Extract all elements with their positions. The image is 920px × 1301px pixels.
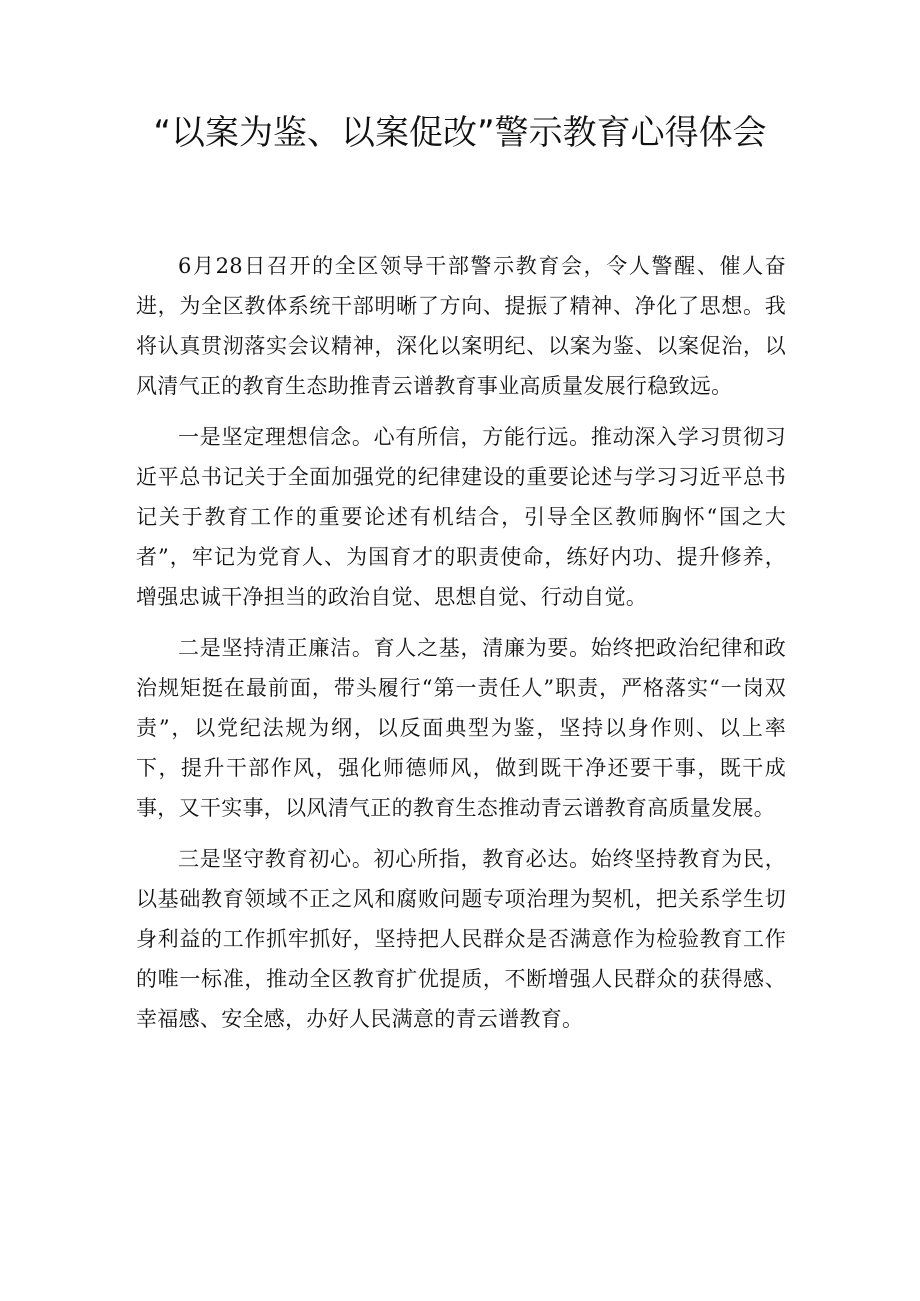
paragraph-ideals: 一是坚定理想信念。心有所信，方能行远。推动深入学习贯彻习近平总书记关于全面加强党的纪律建设的重要论述与学习习近平总书记关于教育工作的重要论述有机结合，引导全区教师胸怀“国之大者”，牢记为党育人、为国育才的职责使命，练好内功、提升修养，增强忠诚干净担当的政治自觉、思想自觉、行动自觉。 [136,425,786,609]
document-title: “以案为鉴、以案促改”警示教育心得体会 [153,113,767,153]
document-body [136,246,786,1039]
paragraph-education: 三是坚守教育初心。初心所指，教育必达。始终坚持教育为民，以基础教育领域不正之风和腐败问题专项治理为契机，把关系学生切身利益的工作抓牢抓好，坚持把人民群众是否满意作为检验教育工作的唯一标准，推动全区教育扩优提质，不断增强人民群众的获得感、幸福感、安全感，办好人民满意的青云谱教育。 [136,847,786,1031]
paragraph-integrity: 二是坚持清正廉洁。育人之基，清廉为要。始终把政治纪律和政治规矩挺在最前面，带头履行“第一责任人”职责，严格落实“一岗双责”，以党纪法规为纲，以反面典型为鉴，坚持以身作则、以上率下，提升干部作风，强化师德师风，做到既干净还要干事，既干成事，又干实事，以风清气正的教育生态推动青云谱教育高质量发展。 [136,636,786,820]
paragraph-intro: 6月28日召开的全区领导干部警示教育会，令人警醒、催人奋进，为全区教体系统干部明晰了方向、提振了精神、净化了思想。我将认真贯沏落实会议精神，深化以案明纪、以案为鉴、以案促治，以风清气正的教育生态助推青云谱教育事业高质量发展行稳致远。 [136,254,786,398]
